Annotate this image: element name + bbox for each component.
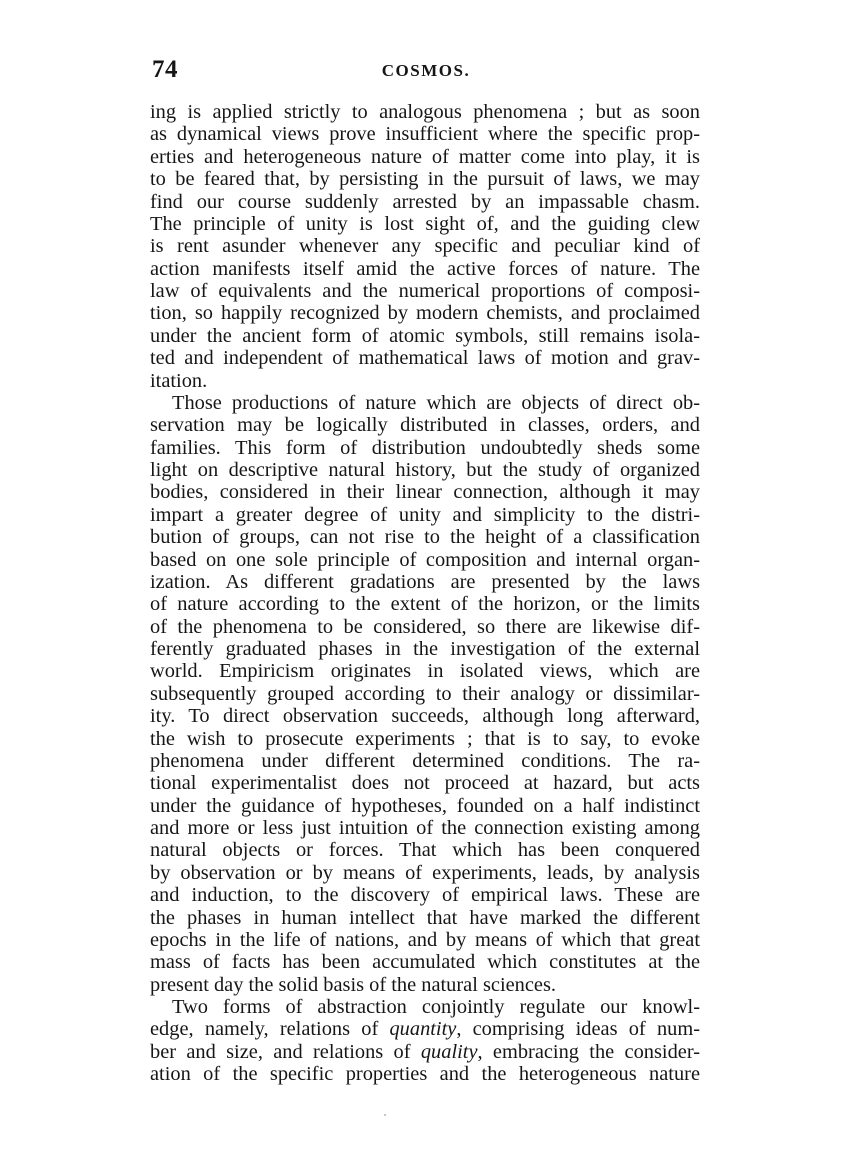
text-line: of nature according to the extent of the horizon, or the limits	[150, 593, 700, 616]
text-line: bodies, considered in their linear connection, although it may	[150, 481, 700, 504]
text-line: the wish to prosecute experiments ; that is to say, to evoke	[150, 727, 700, 750]
text-run: edge, namely, relations of	[150, 1018, 390, 1041]
text-line: natural objects or forces. That which has been conquered	[150, 839, 700, 862]
text-line: servation may be logically distributed in classes, orders, and	[150, 414, 700, 437]
text-line: ity. To direct observation succeeds, although long afterward,	[150, 705, 700, 728]
text-run: , comprising ideas of num-	[456, 1018, 700, 1041]
text-line: ted and independent of mathematical laws of motion and grav-	[150, 347, 700, 370]
text-run: , embracing the consider-	[477, 1040, 700, 1063]
text-line: Two forms of abstraction conjointly regulate our knowl-	[172, 996, 700, 1018]
text-line: under the ancient form of atomic symbols, still remains isola-	[150, 324, 700, 347]
text-line: and induction, to the discovery of empirical laws. These are	[150, 884, 700, 907]
page-number: 74	[152, 56, 178, 83]
text-line: ing is applied strictly to analogous phenomena ; but as soon	[150, 101, 700, 123]
body-text	[150, 101, 700, 1086]
text-line: impart a greater degree of unity and simplicity to the distri-	[150, 503, 700, 526]
running-head	[152, 56, 700, 86]
text-line: under the guidance of hypotheses, founded on a half indistinct	[150, 794, 700, 817]
print-speck	[384, 1114, 386, 1116]
text-line: present day the solid basis of the natural sciences.	[150, 973, 556, 996]
text-line: The principle of unity is lost sight of, and the guiding clew	[150, 212, 700, 235]
text-line-mixed	[150, 1018, 700, 1040]
text-line: based on one sole principle of composition and internal organ-	[150, 548, 700, 571]
text-line: and more or less just intuition of the connection existing among	[150, 817, 700, 839]
text-line: families. This form of distribution undoubtedly sheds some	[150, 436, 700, 459]
text-line: law of equivalents and the numerical proportions of composi-	[150, 280, 700, 302]
running-title: COSMOS.	[381, 61, 471, 80]
text-line: ferently graduated phases in the investigation of the external	[150, 638, 700, 660]
text-line: to be feared that, by persisting in the pursuit of laws, we may	[150, 168, 700, 191]
text-line: as dynamical views prove insufficient where the specific prop-	[150, 123, 700, 146]
text-line: mass of facts has been accumulated which constitutes at the	[150, 951, 700, 974]
text-line: bution of groups, can not rise to the height of a classification	[150, 526, 700, 549]
text-line: is rent asunder whenever any specific and peculiar kind of	[150, 235, 700, 258]
text-line: erties and heterogeneous nature of matter come into play, it is	[150, 145, 700, 168]
text-line: of the phenomena to be considered, so there are likewise dif-	[150, 615, 700, 638]
text-line: tion, so happily recognized by modern chemists, and proclaimed	[150, 302, 700, 325]
text-line: light on descriptive natural history, but the study of organized	[150, 459, 700, 481]
text-line: ization. As different gradations are presented by the laws	[150, 570, 700, 593]
text-line: ation of the specific properties and the heterogeneous nature	[150, 1063, 700, 1086]
text-line: Those productions of nature which are objects of direct ob-	[172, 391, 700, 414]
text-line: find our course suddenly arrested by an impassable chasm.	[150, 190, 700, 213]
emphasis-quantity: quantity	[389, 1018, 457, 1041]
text-line: epochs in the life of nations, and by means of which that great	[150, 928, 700, 951]
text-line: the phases in human intellect that have marked the different	[150, 906, 700, 929]
text-line: subsequently grouped according to their analogy or dissimilar-	[150, 682, 700, 705]
text-line: tional experimentalist does not proceed at hazard, but acts	[150, 772, 700, 795]
text-line: world. Empiricism originates in isolated views, which are	[150, 660, 700, 683]
text-line-mixed	[150, 1041, 700, 1063]
text-line: itation.	[150, 369, 208, 392]
text-line: by observation or by means of experiments, leads, by analysis	[150, 861, 700, 884]
text-line: action manifests itself amid the active forces of nature. The	[150, 257, 700, 280]
emphasis-quality: quality	[420, 1040, 478, 1063]
text-run: ber and size, and relations of	[150, 1040, 421, 1063]
text-line: phenomena under different determined conditions. The ra-	[150, 749, 700, 772]
